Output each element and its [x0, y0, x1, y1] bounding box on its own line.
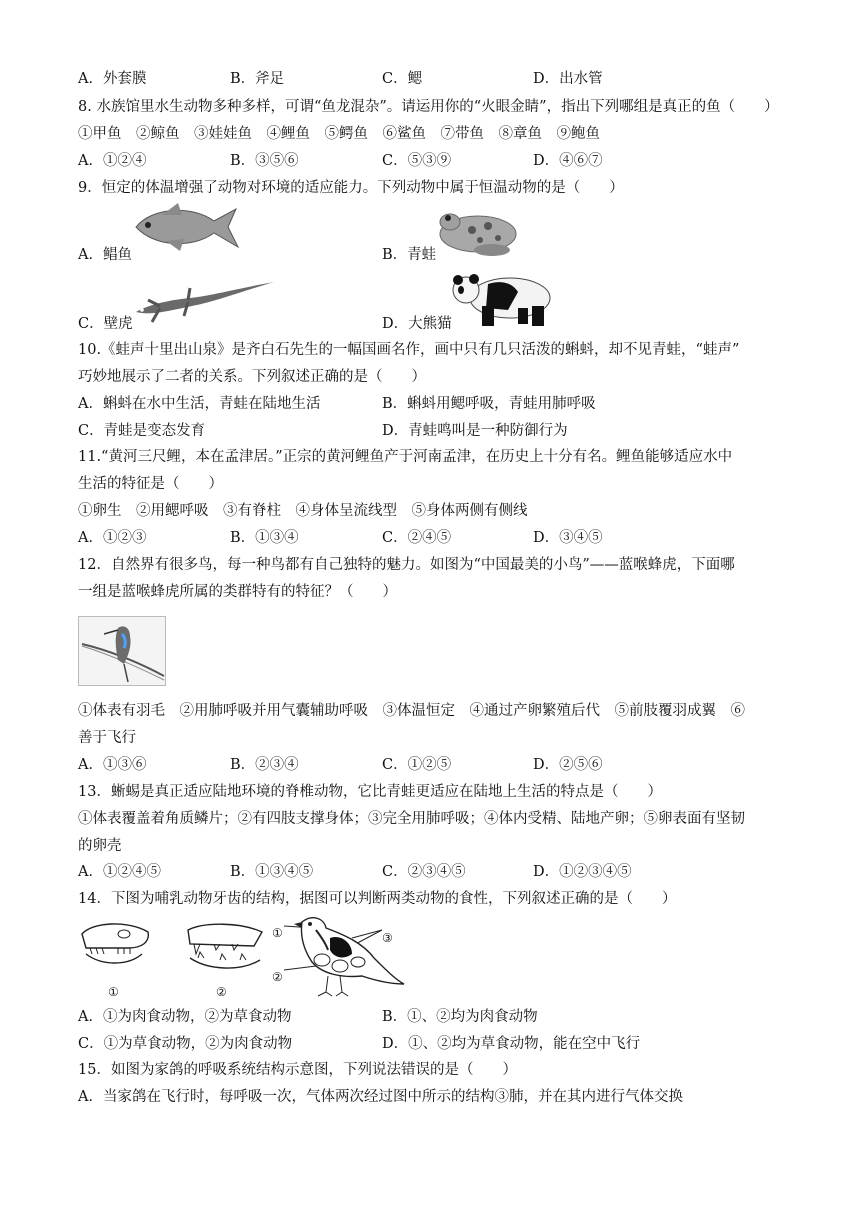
q8-option-c: C．⑤③⑨: [382, 153, 452, 169]
q12-stem-line1: 12．自然界有很多鸟，每一种鸟都有自己独特的魅力。如图为“中国最美的小鸟”——蓝喉蜂虎，下面哪: [78, 557, 735, 573]
q7-option-c: C．鳃: [382, 71, 423, 87]
q10-stem-line1: 10.《蛙声十里出山泉》是齐白石先生的一幅国画名作，画中只有几只活泼的蝌蚪，却不见青蛙，“蛙声”: [78, 342, 740, 358]
q13-items-line1: ①体表覆盖着角质鳞片；②有四肢支撑身体；③完全用肺呼吸；④体内受精、陆地产卵；⑤卵表面有坚韧: [78, 811, 745, 827]
q14-option-b: B．①、②均为肉食动物: [382, 1009, 538, 1025]
frog-icon: [432, 204, 520, 258]
bee-eater-bird-image: [78, 616, 166, 686]
pigeon-label-3: ③: [382, 931, 393, 945]
q10-stem-line2: 巧妙地展示了二者的关系。下列叙述正确的是（ ）: [78, 369, 426, 385]
q12-option-a: A．①③⑥: [78, 757, 147, 773]
q10-option-a: A．蝌蚪在水中生活，青蛙在陆地生活: [78, 396, 321, 412]
q9-option-b: B．青蛙: [382, 247, 437, 263]
q8-option-d: D．④⑥⑦: [533, 153, 603, 169]
pigeon-label-2: ②: [272, 970, 283, 984]
q12-option-d: D．②⑤⑥: [533, 757, 603, 773]
q14-fig1-label: ①: [108, 985, 119, 999]
q10-option-c: C．青蛙是变态发育: [78, 423, 206, 439]
q7-option-a: A．外套膜: [78, 71, 147, 87]
q8-option-a: A．①②④: [78, 153, 147, 169]
q11-option-c: C．②④⑤: [382, 530, 452, 546]
q9-option-d: D．大熊猫: [382, 316, 452, 332]
q9-option-c: C．壁虎: [78, 316, 133, 332]
q13-stem: 13．蜥蜴是真正适应陆地环境的脊椎动物，它比青蛙更适应在陆地上生活的特点是（ ）: [78, 784, 662, 800]
q9-option-a: A．鲳鱼: [78, 247, 132, 263]
q13-option-d: D．①②③④⑤: [533, 864, 632, 880]
q14-option-d: D．①、②均为草食动物，能在空中飞行: [382, 1036, 641, 1052]
q12-stem-line2: 一组是蓝喉蜂虎所属的类群特有的特征？（ ）: [78, 584, 397, 600]
q14-stem: 14．下图为哺乳动物牙齿的结构，据图可以判断两类动物的食性，下列叙述正确的是（ ）: [78, 891, 677, 907]
q12-items-line2: 善于飞行: [78, 730, 136, 746]
pigeon-label-1: ①: [272, 926, 283, 940]
q8-option-b: B．③⑤⑥: [230, 153, 299, 169]
q14-fig2-label: ②: [216, 985, 227, 999]
q12-items-line1: ①体表有羽毛 ②用肺呼吸并用气囊辅助呼吸 ③体温恒定 ④通过产卵繁殖后代 ⑤前肢覆羽成翼 ⑥: [78, 703, 745, 719]
q12-option-b: B．②③④: [230, 757, 299, 773]
q11-stem-line1: 11.“黄河三尺鲤，本在孟津居。”正宗的黄河鲤鱼产于河南孟津，在历史上十分有名。鲤鱼能够适应水中: [78, 449, 733, 465]
q14-option-c: C．①为草食动物，②为肉食动物: [78, 1036, 293, 1052]
q7-option-b: B．斧足: [230, 71, 285, 87]
q11-option-a: A．①②③: [78, 530, 147, 546]
q13-option-c: C．②③④⑤: [382, 864, 466, 880]
q13-items-line2: 的卵壳: [78, 838, 122, 854]
q10-option-d: D．青蛙鸣叫是一种防御行为: [382, 423, 568, 439]
q8-items: ①甲鱼 ②鲸鱼 ③娃娃鱼 ④鲤鱼 ⑤鳄鱼 ⑥鲨鱼 ⑦带鱼 ⑧章鱼 ⑨鲍鱼: [78, 126, 600, 142]
q7-option-d: D．出水管: [533, 71, 603, 87]
q12-option-c: C．①②⑤: [382, 757, 452, 773]
q14-option-a: A．①为肉食动物，②为草食动物: [78, 1009, 292, 1025]
q11-stem-line2: 生活的特征是（ ）: [78, 476, 223, 492]
q8-stem: 8. 水族馆里水生动物多种多样，可谓“鱼龙混杂”。请运用你的“火眼金睛”，指出下列哪组是真正的鱼（ ）: [78, 99, 779, 115]
q9-stem: 9．恒定的体温增强了动物对环境的适应能力。下列动物中属于恒温动物的是（ ）: [78, 180, 624, 196]
gecko-icon: [130, 278, 276, 326]
q15-stem: 15．如图为家鸽的呼吸系统结构示意图，下列说法错误的是（ ）: [78, 1062, 517, 1078]
q11-items: ①卵生 ②用鳃呼吸 ③有脊柱 ④身体呈流线型 ⑤身体两侧有侧线: [78, 503, 528, 519]
carnivore-skull-diagram: [184, 918, 268, 980]
q13-option-b: B．①③④⑤: [230, 864, 314, 880]
pigeon-respiratory-diagram: [282, 914, 406, 1002]
q11-option-b: B．①③④: [230, 530, 299, 546]
q11-option-d: D．③④⑤: [533, 530, 603, 546]
q13-option-a: A．①②④⑤: [78, 864, 161, 880]
q15-option-a: A．当家鸽在飞行时，每呼吸一次，气体两次经过图中所示的结构③肺，并在其内进行气体交换: [78, 1089, 683, 1105]
pomfret-fish-icon: [132, 201, 244, 253]
herbivore-skull-diagram: [78, 918, 154, 980]
giant-panda-icon: [448, 270, 562, 328]
q10-option-b: B．蝌蚪用鳃呼吸，青蛙用肺呼吸: [382, 396, 596, 412]
